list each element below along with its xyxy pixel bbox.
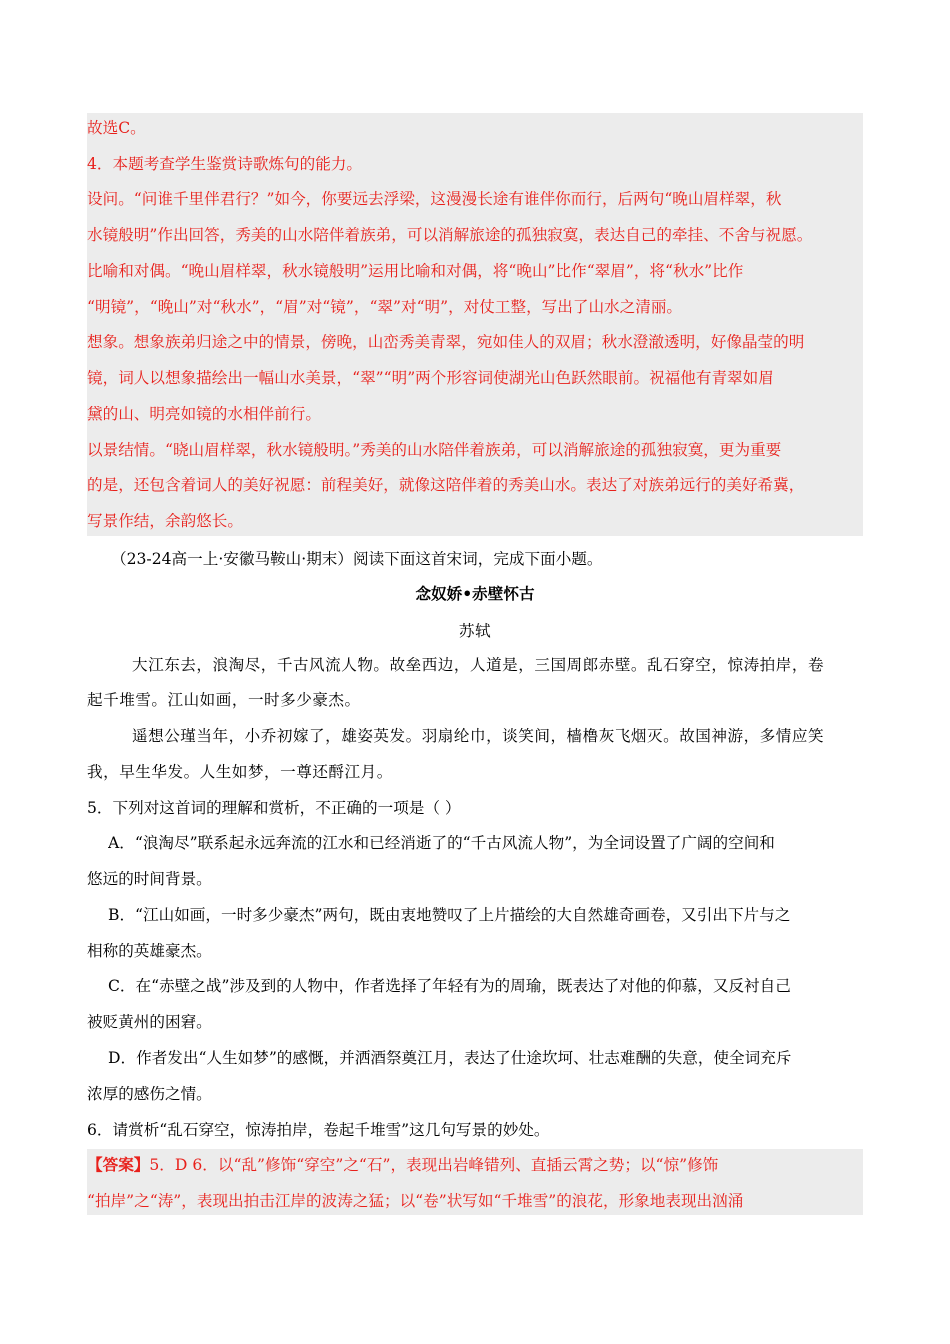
- poem-title: 念奴娇•赤壁怀古: [415, 584, 535, 603]
- answer-line: “拍岸”之“涛”，表现出拍击江岸的波涛之猛；以“卷”状写如“千堆雪”的浪花，形象地表现出汹涌: [87, 1192, 744, 1210]
- explanation-line: 镜，词人以想象描绘出一幅山水美景，“翠”“明”两个形容词使湖光山色跃然眼前。祝福他有青翠如眉: [87, 369, 774, 387]
- question-intro: （23-24高一上·安徽马鞍山·期末）阅读下面这首宋词，完成下面小题。: [111, 550, 603, 568]
- explanation-line: 故选C。: [87, 119, 146, 137]
- option-b: B．“江山如画，一时多少豪杰”两句，既由衷地赞叹了上片描绘的大自然雄奇画卷，又引出下片与之: [108, 906, 791, 924]
- explanation-line: “明镜”，“晚山”对“秋水”，“眉”对“镜”，“翠”对“明”，对仗工整，写出了山水之清丽。: [87, 298, 683, 316]
- option-a: A．“浪淘尽”联系起永远奔流的江水和已经消逝了的“千古风流人物”，为全词设置了广阔的空间和: [108, 834, 775, 852]
- option-a-cont: 悠远的时间背景。: [87, 870, 212, 888]
- explanation-line: 水镜般明”作出回答，秀美的山水陪伴着族弟，可以消解旅途的孤独寂寞，表达自己的牵挂、不舍与祝愿。: [87, 226, 813, 244]
- poem-line: 我，早生华发。人生如梦，一尊还酹江月。: [87, 763, 393, 781]
- poem-author: 苏轼: [458, 622, 492, 640]
- poem-line: 起千堆雪。江山如画，一时多少豪杰。: [87, 691, 361, 709]
- explanation-shade: [87, 113, 863, 536]
- option-c: C．在“赤壁之战”涉及到的人物中，作者选择了年轻有为的周瑜，既表达了对他的仰慕，又反衬自己: [108, 977, 791, 995]
- explanation-line: 比喻和对偶。“晚山眉样翠，秋水镜般明”运用比喻和对偶，将“晚山”比作“翠眉”，将“秋水”比作: [87, 262, 744, 280]
- answer-line: [87, 1154, 863, 1176]
- explanation-line: 黛的山、明亮如镜的水相伴前行。: [87, 405, 321, 423]
- option-c-cont: 被贬黄州的困窘。: [87, 1013, 212, 1031]
- option-b-cont: 相称的英雄豪杰。: [87, 942, 212, 960]
- poem-line: 大江东去，浪淘尽，千古风流人物。故垒西边，人道是，三国周郎赤壁。乱石穿空，惊涛拍岸，卷: [132, 656, 825, 674]
- explanation-line: 写景作结，余韵悠长。: [87, 512, 243, 530]
- option-d: D．作者发出“人生如梦”的感慨，并洒酒祭奠江月，表达了仕途坎坷、壮志难酬的失意，使全词充斥: [108, 1049, 792, 1067]
- explanation-line: 4．本题考查学生鉴赏诗歌炼句的能力。: [87, 155, 363, 173]
- explanation-line: 设问。“问谁千里伴君行？”如今，你要远去浮梁，这漫漫长途有谁伴你而行，后两句“晚山眉样翠，秋: [87, 190, 782, 208]
- question-6-stem: 6．请赏析“乱石穿空，惊涛拍岸，卷起千堆雪”这几句写景的妙处。: [87, 1121, 550, 1139]
- poem-line: 遥想公瑾当年，小乔初嫁了，雄姿英发。羽扇纶巾，谈笑间，樯橹灰飞烟灭。故国神游，多情应笑: [132, 727, 825, 745]
- option-d-cont: 浓厚的感伤之情。: [87, 1085, 212, 1103]
- explanation-line: 想象。想象族弟归途之中的情景，傍晚，山峦秀美青翠，宛如佳人的双眉；秋水澄澈透明，好像晶莹的明: [87, 333, 805, 351]
- explanation-line: 以景结情。“晓山眉样翠，秋水镜般明。”秀美的山水陪伴着族弟，可以消解旅途的孤独寂寞，更为重要: [87, 441, 782, 459]
- answer-tag: 【答案】: [87, 1155, 150, 1174]
- question-5-stem: 5．下列对这首词的理解和赏析，不正确的一项是（ ）: [87, 799, 461, 817]
- answer-text: 5．D 6．以“乱”修饰“穿空”之“石”，表现出岩峰错列、直插云霄之势；以“惊”修饰: [149, 1156, 719, 1174]
- explanation-line: 的是，还包含着词人的美好祝愿：前程美好，就像这陪伴着的秀美山水。表达了对族弟远行的美好希冀，: [87, 476, 805, 494]
